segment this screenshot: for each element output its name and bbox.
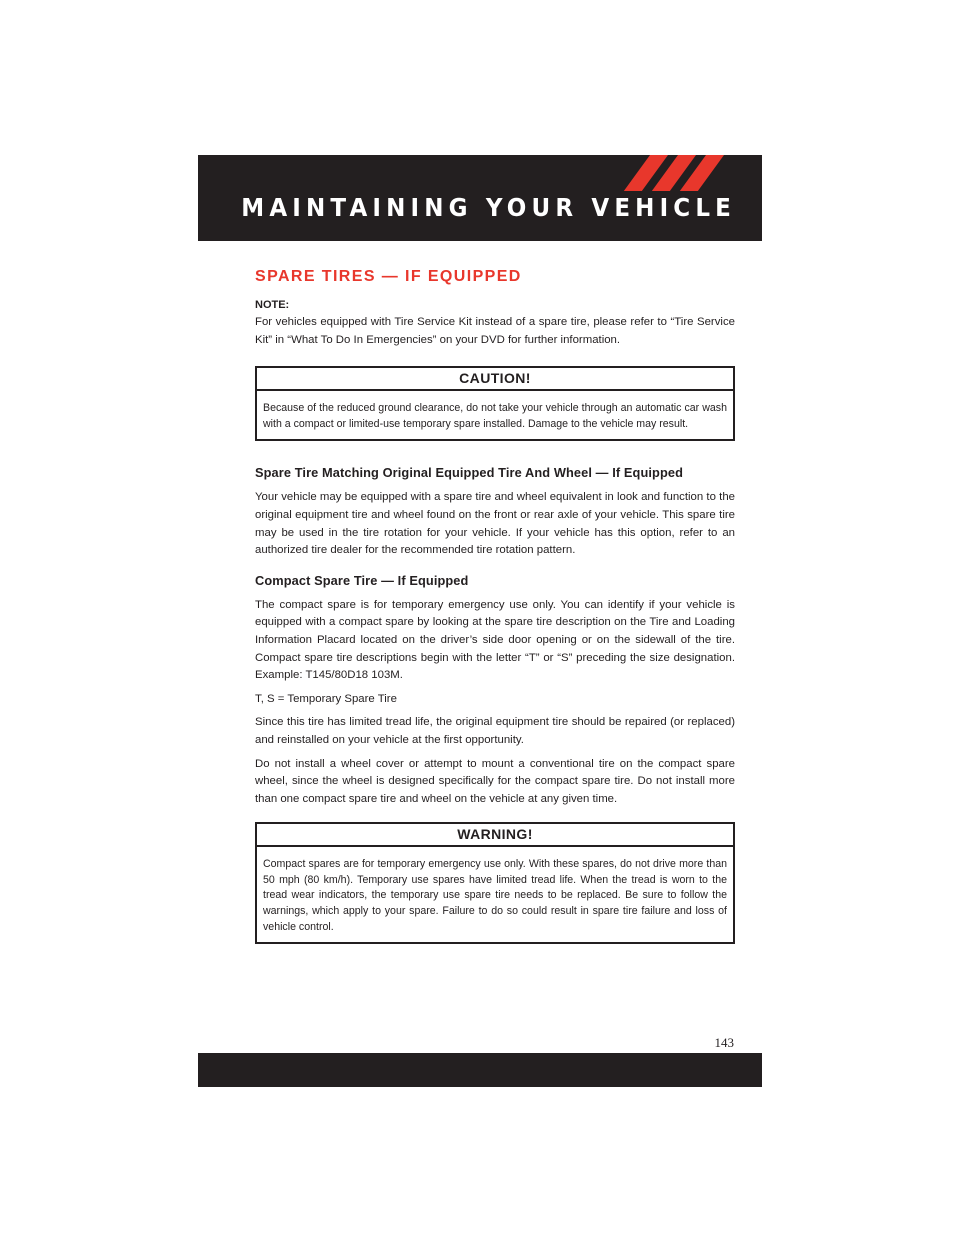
compact-spare-wheel-text: Do not install a wheel cover or attempt to mount a conventional tire on the compact spare wheel, since the wheel is designed specifically for the compact spare tire. Do not install more than one compact spare tire and wheel on the vehicle at any given time. — [255, 757, 735, 805]
warning-box — [255, 822, 735, 944]
caution-box — [255, 366, 735, 441]
caution-title: CAUTION! — [257, 368, 733, 391]
matching-spare-text: Your vehicle may be equipped with a spare tire and wheel equivalent in look and function to the original equipment tire and wheel found on the front or rear axle of your vehicle. This spare tire may be used in the tire rotation for your vehicle. If your vehicle has this option, refer to an authorized tire dealer for the recommended tire rotation pattern. — [255, 491, 735, 557]
matching-spare-heading: Spare Tire Matching Original Equipped Tire And Wheel — If Equipped — [255, 465, 683, 481]
compact-spare-heading: Compact Spare Tire — If Equipped — [255, 572, 469, 588]
note-label: NOTE: — [255, 299, 290, 311]
compact-spare-text: The compact spare is for temporary emergency use only. You can identify if your vehicle is equipped with a compact spare by looking at the spare tire description on the Tire and Loading Information Placard located on the driver’s side door opening or on the sidewall of the tire. Compact spare tire descriptions begin with the letter “T” or “S” preceding the size designation. Example: T145/80D18 103M. — [255, 598, 735, 682]
compact-spare-tread-text: Since this tire has limited tread life, the original equipment tire should be repaired (or replaced) and reinstalled on your vehicle at the first opportunity. — [255, 716, 735, 746]
caution-body — [257, 391, 733, 439]
page-number: 143 — [714, 1035, 734, 1050]
note-text: For vehicles equipped with Tire Service Kit instead of a spare tire, please refer to “Tire Service Kit” in “What To Do In Emergencies” on your DVD for further information. — [255, 316, 735, 346]
header-band — [198, 155, 762, 241]
page-heading: SPARE TIRES — IF EQUIPPED — [255, 268, 522, 285]
compact-spare-definition: T, S = Temporary Spare Tire — [255, 692, 397, 705]
footer-band — [198, 1053, 762, 1087]
warning-text: Compact spares are for temporary emergency use only. With these spares, do not drive more than 50 mph (80 km/h). Temporary use spares have limited tread life. When the tread is worn to the tread wear indicators, the temporary use spare tire needs to be replaced. Be sure to follow the warnings, which apply to your spare. Failure to do so could result in spare tire failure and loss of vehicle control. — [263, 858, 727, 933]
warning-body — [257, 847, 733, 942]
warning-title: WARNING! — [257, 824, 733, 847]
page-content — [255, 268, 735, 944]
caution-text: Because of the reduced ground clearance, do not take your vehicle through an automatic car wash with a compact or limited-use temporary spare installed. Damage to the vehicle may result. — [263, 402, 727, 430]
section-title: MAINTAINING YOUR VEHICLE — [241, 193, 736, 222]
